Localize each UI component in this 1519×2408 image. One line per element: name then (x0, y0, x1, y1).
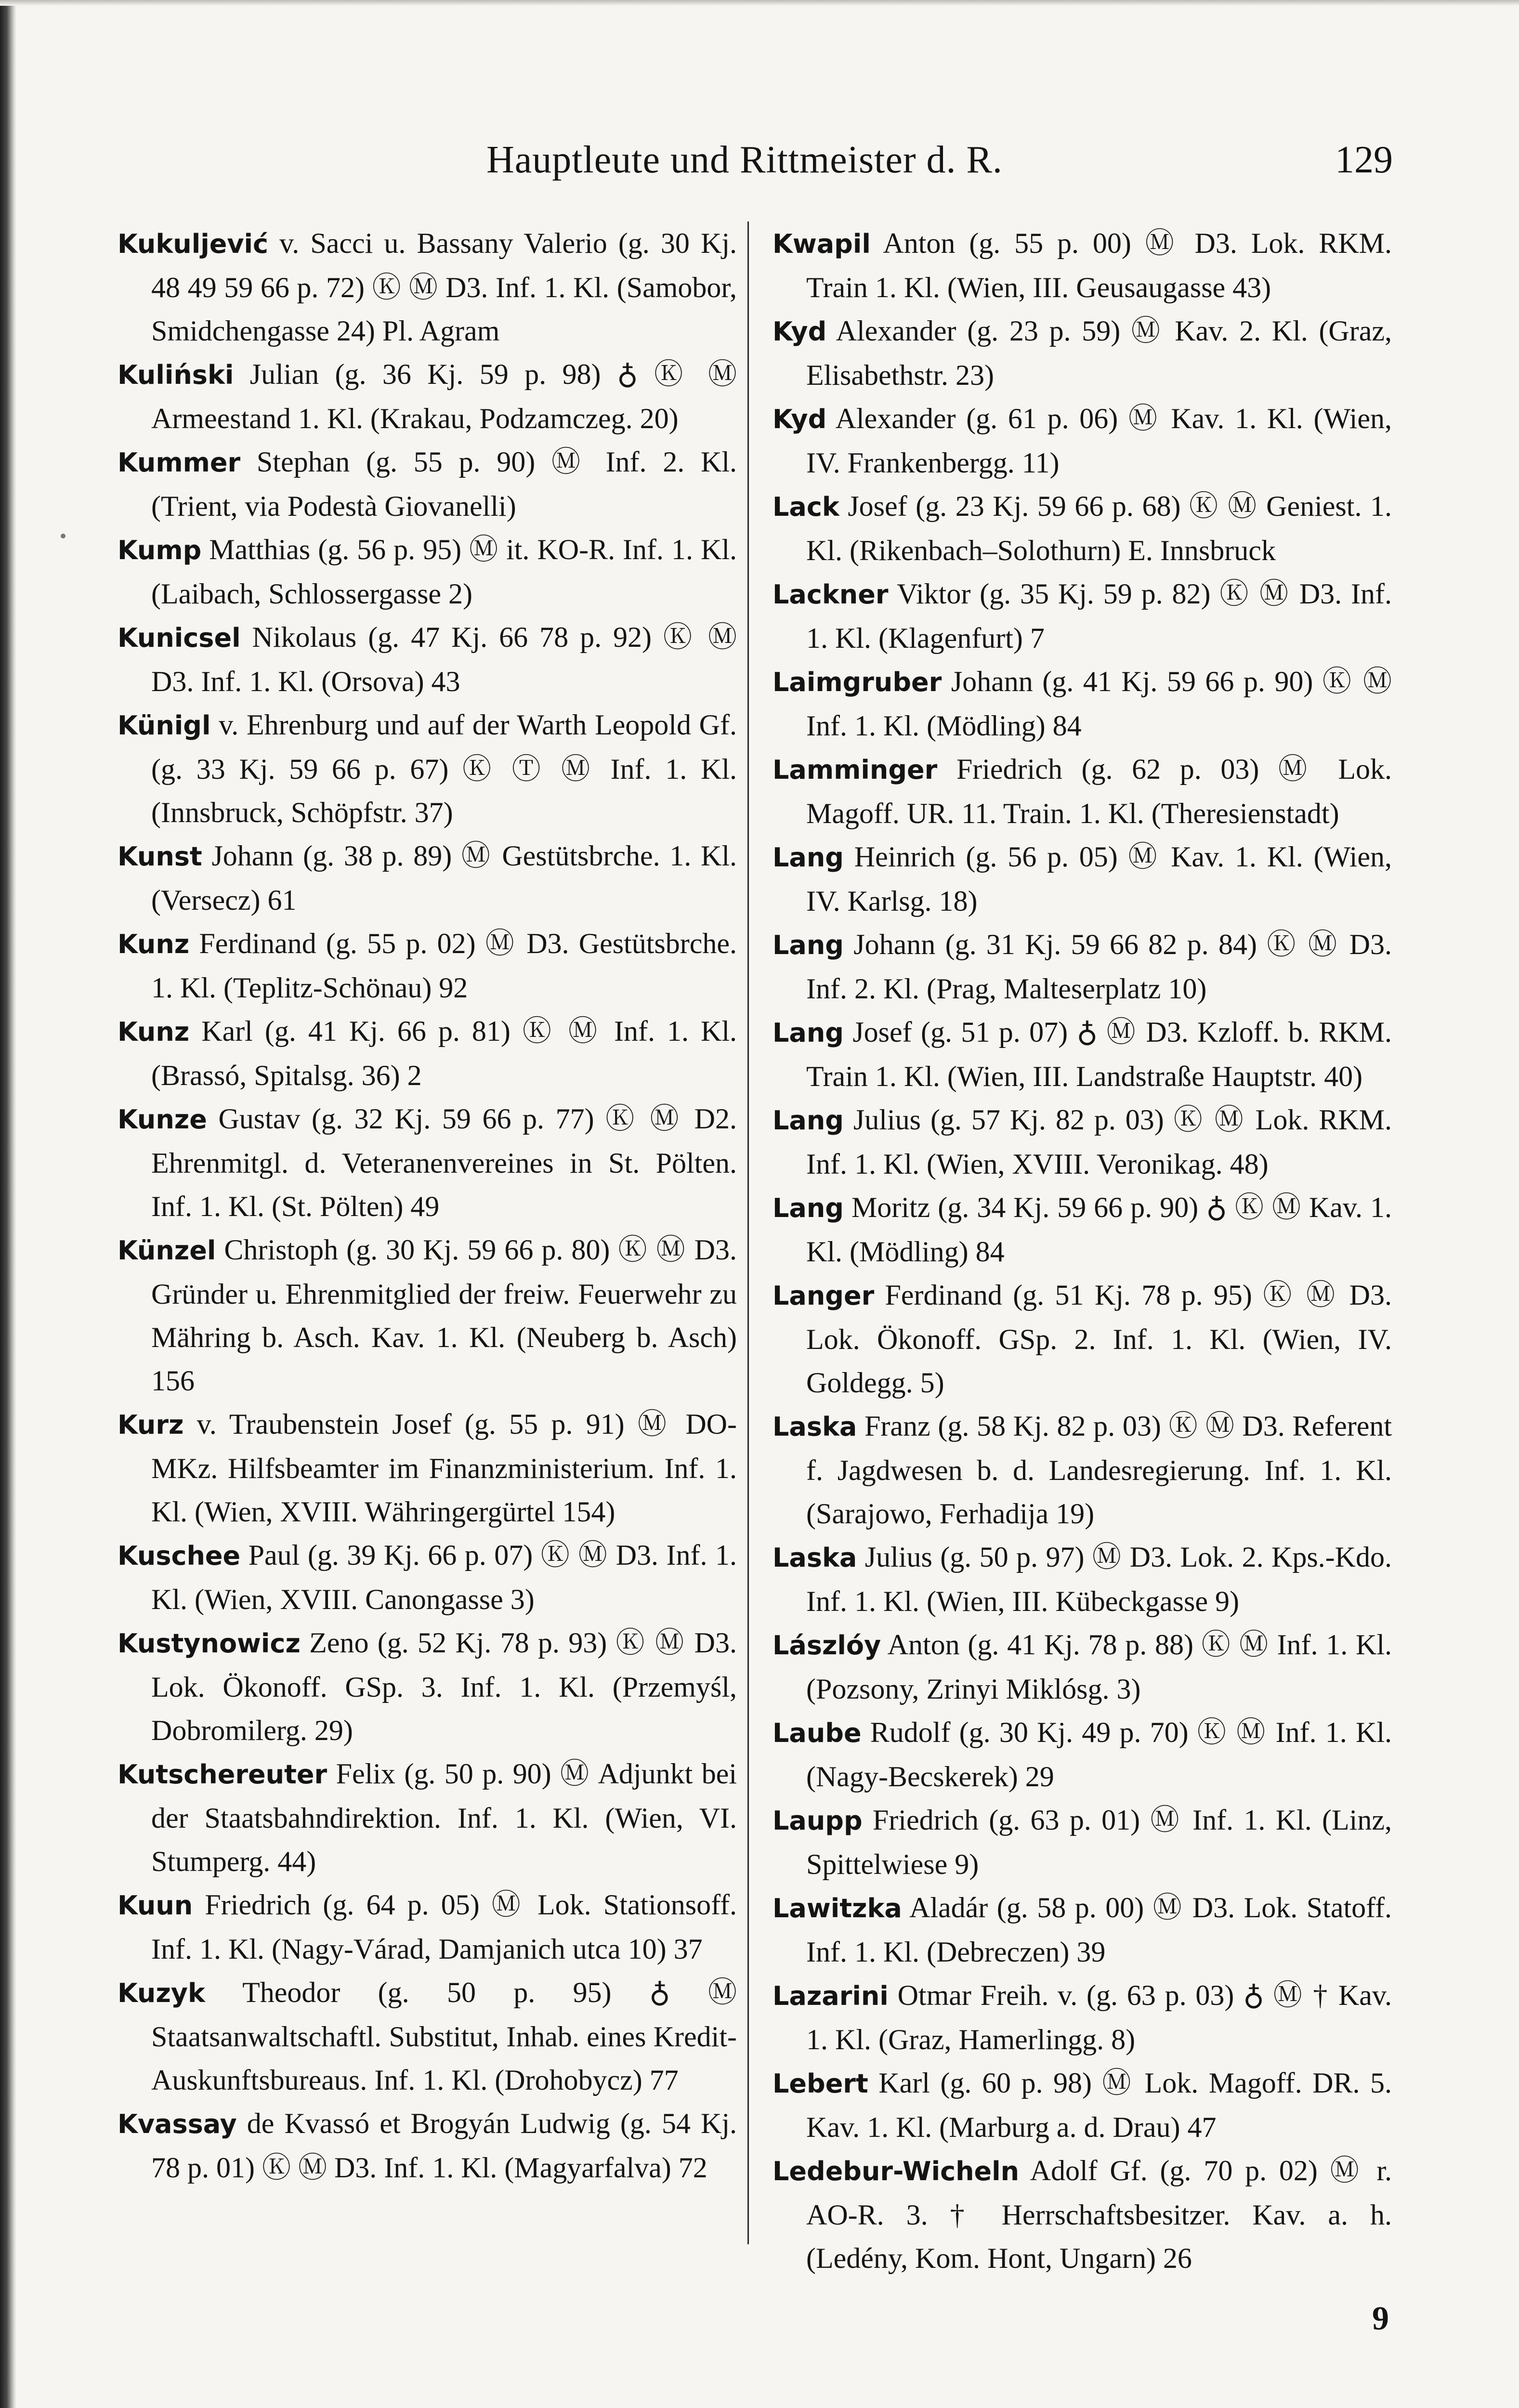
entry-details: Alexander (g. 23 p. 59) Ⓜ Kav. 2. Kl. (Graz, Elisabethstr. 23) (806, 315, 1392, 391)
entry-surname: Lang (773, 930, 844, 960)
entry-details: v. Ehrenburg und auf der Warth Leopold Gf. (g. 33 Kj. 59 66 p. 67) Ⓚ Ⓣ Ⓜ Inf. 1. Kl. (Innsbruck, Schöpfstr. 37) (151, 709, 737, 828)
scan-border-left (0, 0, 16, 2408)
register-entry (118, 1402, 737, 1533)
running-title: Hauptleute und Rittmeister d. R. (486, 139, 1003, 181)
entry-surname: Laska (773, 1543, 857, 1573)
entry-details: Johann (g. 31 Kj. 59 66 82 p. 84) Ⓚ Ⓜ D3. Inf. 2. Kl. (Prag, Malteserplatz 10) (806, 929, 1392, 1005)
entry-surname: Kuzyk (118, 1978, 205, 2008)
entry-details: Julius (g. 50 p. 97) Ⓜ D3. Lok. 2. Kps.-Kdo. Inf. 1. Kl. (Wien, III. Kübeckgasse 9) (806, 1541, 1392, 1617)
entry-surname: Lack (773, 492, 839, 522)
register-entry (118, 222, 737, 353)
entry-details: Friedrich (g. 63 p. 01) Ⓜ Inf. 1. Kl. (Linz, Spittelwiese 9) (806, 1804, 1392, 1880)
entry-surname: Kuliński (118, 360, 234, 390)
entry-details: Paul (g. 39 Kj. 66 p. 07) Ⓚ Ⓜ D3. Inf. 1. Kl. (Wien, XVIII. Canongasse 3) (151, 1539, 737, 1615)
entry-details: Ferdinand (g. 51 Kj. 78 p. 95) Ⓚ Ⓜ D3. Lok. Ökonoff. GSp. 2. Inf. 1. Kl. (Wien, IV. Goldegg. 5) (806, 1279, 1392, 1399)
entry-surname: Kunz (118, 929, 190, 959)
entry-surname: Kunze (118, 1104, 207, 1135)
register-entry (118, 1533, 737, 1621)
entry-surname: Kuun (118, 1890, 193, 1921)
register-entry (773, 660, 1392, 747)
register-entry (773, 1886, 1392, 1974)
entry-details: Otmar Freih. v. (g. 63 p. 03) ♁ Ⓜ † Kav. 1. Kl. (Graz, Hamerlingg. 8) (806, 1979, 1392, 2055)
register-entry (773, 1186, 1392, 1273)
register-entry (118, 1752, 737, 1883)
entry-surname: Künigl (118, 710, 211, 741)
register-entry (773, 1098, 1392, 1186)
entry-surname: Laupp (773, 1806, 863, 1836)
entry-surname: Lang (773, 1105, 844, 1136)
entry-surname: Kurz (118, 1410, 184, 1440)
entry-details: Julian (g. 36 Kj. 59 p. 98) ♁ Ⓚ Ⓜ Armeestand 1. Kl. (Krakau, Podzamczeg. 20) (151, 358, 737, 434)
register-entry (118, 2102, 737, 2189)
page-number: 129 (1335, 139, 1393, 181)
entry-surname: Kump (118, 535, 202, 565)
register-entry (118, 834, 737, 922)
entry-surname: Lang (773, 842, 844, 873)
entry-surname: Kvassay (118, 2109, 237, 2139)
entry-surname: Ledebur-Wicheln (773, 2156, 1020, 2186)
entry-details: Alexander (g. 61 p. 06) Ⓜ Kav. 1. Kl. (Wien, IV. Frankenbergg. 11) (806, 403, 1392, 479)
register-entry (773, 1974, 1392, 2061)
register-entry (773, 1535, 1392, 1623)
entry-details: Josef (g. 23 Kj. 59 66 p. 68) Ⓚ Ⓜ Geniest. 1. Kl. (Rikenbach–Solothurn) E. Innsbruck (806, 490, 1392, 566)
entry-surname: Lászlóy (773, 1630, 881, 1661)
entry-details: Zeno (g. 52 Kj. 78 p. 93) Ⓚ Ⓜ D3. Lok. Ökonoff. GSp. 3. Inf. 1. Kl. (Przemyśl, Dobromilerg. 29) (151, 1627, 737, 1746)
register-entry (118, 1097, 737, 1228)
register-entry (773, 2149, 1392, 2280)
entry-details: de Kvassó et Brogyán Ludwig (g. 54 Kj. 78 p. 01) Ⓚ Ⓜ D3. Inf. 1. Kl. (Magyarfalva) 72 (151, 2107, 737, 2184)
register-entry (118, 1971, 737, 2102)
register-entry (773, 923, 1392, 1010)
entry-details: Anton (g. 55 p. 00) Ⓜ D3. Lok. RKM. Train 1. Kl. (Wien, III. Geusaugasse 43) (806, 227, 1392, 303)
entry-details: Nikolaus (g. 47 Kj. 66 78 p. 92) Ⓚ Ⓜ D3. Inf. 1. Kl. (Orsova) 43 (151, 621, 737, 697)
register-entry (773, 484, 1392, 572)
register-entry (773, 397, 1392, 484)
register-entry (118, 615, 737, 703)
entry-surname: Lang (773, 1018, 844, 1048)
entry-details: Johann (g. 38 p. 89) Ⓜ Gestütsbrche. 1. Kl. (Versecz) 61 (151, 840, 737, 916)
entry-details: Gustav (g. 32 Kj. 59 66 p. 77) Ⓚ Ⓜ D2. Ehrenmitgl. d. Veteranenvereines in St. Pölten. Inf. 1. Kl. (St. Pölten) 49 (151, 1103, 737, 1222)
register-entry (773, 1798, 1392, 1886)
register-entry (773, 1711, 1392, 1798)
register-entry (773, 2061, 1392, 2149)
entry-surname: Lebert (773, 2068, 868, 2099)
register-entry (773, 309, 1392, 397)
register-entry (118, 1009, 737, 1097)
entry-surname: Kwapil (773, 229, 871, 259)
entry-surname: Künzel (118, 1235, 216, 1266)
register-entry (118, 1621, 737, 1752)
entry-surname: Kuschee (118, 1541, 241, 1571)
entry-details: Franz (g. 58 Kj. 82 p. 03) Ⓚ Ⓜ D3. Referent f. Jagdwesen b. d. Landesregierung. Inf. 1. Kl. (Sarajowo, Ferhadija 19) (806, 1410, 1392, 1530)
entry-details: Karl (g. 60 p. 98) Ⓜ Lok. Magoff. DR. 5. Kav. 1. Kl. (Marburg a. d. Drau) 47 (806, 2067, 1392, 2143)
entry-surname: Lazarini (773, 1981, 889, 2011)
scan-speck (61, 534, 65, 538)
entry-surname: Lawitzka (773, 1893, 902, 1924)
entry-details: Aladár (g. 58 p. 00) Ⓜ D3. Lok. Statoff. Inf. 1. Kl. (Debreczen) 39 (806, 1892, 1392, 1968)
entry-details: v. Sacci u. Bassany Valerio (g. 30 Kj. 48 49 59 66 p. 72) Ⓚ Ⓜ D3. Inf. 1. Kl. (Samobor, Smidchengasse 24) Pl. Agram (151, 227, 737, 347)
entry-surname: Kunz (118, 1017, 190, 1047)
register-entry (118, 1883, 737, 1971)
entry-details: Viktor (g. 35 Kj. 59 p. 82) Ⓚ Ⓜ D3. Inf. 1. Kl. (Klagenfurt) 7 (806, 578, 1392, 654)
entry-surname: Lamminger (773, 755, 938, 785)
left-column (118, 222, 749, 2244)
entry-surname: Kyd (773, 404, 827, 434)
register-entry (118, 1228, 737, 1402)
entry-surname: Kunicsel (118, 623, 241, 653)
signature-mark: 9 (1372, 2300, 1389, 2337)
entry-surname: Lang (773, 1193, 844, 1223)
entry-details: v. Traubenstein Josef (g. 55 p. 91) Ⓜ DO-MKz. Hilfsbeamter im Finanzministerium. Inf. 1. Kl. (Wien, XVIII. Währingergürtel 154) (151, 1408, 737, 1528)
entry-surname: Laube (773, 1718, 862, 1748)
entry-surname: Kunst (118, 841, 202, 872)
scan-border-top (0, 0, 1519, 6)
register-entry (773, 747, 1392, 835)
register-entry (773, 1623, 1392, 1711)
entry-details: Christoph (g. 30 Kj. 59 66 p. 80) Ⓚ Ⓜ D3. Gründer u. Ehrenmitglied der freiw. Feuerwehr zu Mähring b. Asch. Kav. 1. Kl. (Neuberg b. Asch) 156 (151, 1234, 737, 1397)
entry-surname: Langer (773, 1281, 875, 1311)
register-entry (118, 528, 737, 615)
entry-surname: Kyd (773, 316, 827, 347)
entry-details: Josef (g. 51 p. 07) ♁ Ⓜ D3. Kzloff. b. RKM. Train 1. Kl. (Wien, III. Landstraße Hauptstr. 40) (806, 1016, 1392, 1092)
register-entry (118, 353, 737, 440)
text-columns (118, 222, 1392, 2274)
register-entry (118, 922, 737, 1009)
entry-surname: Laska (773, 1412, 857, 1442)
entry-details: Rudolf (g. 30 Kj. 49 p. 70) Ⓚ Ⓜ Inf. 1. Kl. (Nagy-Becskerek) 29 (806, 1716, 1392, 1793)
entry-details: Friedrich (g. 64 p. 05) Ⓜ Lok. Stationsoff. Inf. 1. Kl. (Nagy-Várad, Damjanich utca 10) 37 (151, 1889, 737, 1965)
register-entry (773, 572, 1392, 660)
entry-details: Theodor (g. 50 p. 95) ♁ Ⓜ Staatsanwaltschaftl. Substitut, Inhab. eines Kredit-Auskunftsbureaus. Inf. 1. Kl. (Drohobycz) 77 (151, 1976, 737, 2096)
entry-details: Adolf Gf. (g. 70 p. 02) Ⓜ r. AO-R. 3. † Herrschaftsbesitzer. Kav. a. h. (Ledény, Kom. Hont, Ungarn) 26 (806, 2155, 1392, 2274)
register-entry (773, 222, 1392, 309)
entry-details: Johann (g. 41 Kj. 59 66 p. 90) Ⓚ Ⓜ Inf. 1. Kl. (Mödling) 84 (806, 666, 1392, 742)
entry-details: Anton (g. 41 Kj. 78 p. 88) Ⓚ Ⓜ Inf. 1. Kl. (Pozsony, Zrinyi Miklósg. 3) (806, 1629, 1392, 1705)
register-entry (773, 1010, 1392, 1098)
entry-details: Moritz (g. 34 Kj. 59 66 p. 90) ♁ Ⓚ Ⓜ Kav. 1. Kl. (Mödling) 84 (806, 1191, 1392, 1268)
entry-surname: Kummer (118, 447, 241, 478)
register-entry (773, 1273, 1392, 1404)
entry-details: Karl (g. 41 Kj. 66 p. 81) Ⓚ Ⓜ Inf. 1. Kl. (Brassó, Spitalsg. 36) 2 (151, 1015, 737, 1091)
entry-surname: Kutschereuter (118, 1759, 327, 1790)
register-entry (773, 1404, 1392, 1535)
entry-details: Heinrich (g. 56 p. 05) Ⓜ Kav. 1. Kl. (Wien, IV. Karlsg. 18) (806, 841, 1392, 917)
entry-surname: Kukuljević (118, 229, 269, 259)
entry-details: Stephan (g. 55 p. 90) Ⓜ Inf. 2. Kl. (Trient, via Podestà Giovanelli) (151, 446, 737, 522)
entry-details: Friedrich (g. 62 p. 03) Ⓜ Lok. Magoff. UR. 11. Train. 1. Kl. (Theresienstadt) (806, 753, 1392, 829)
entry-details: Felix (g. 50 p. 90) Ⓜ Adjunkt bei der Staatsbahndirektion. Inf. 1. Kl. (Wien, VI. Stumperg. 44) (151, 1758, 737, 1877)
entry-surname: Lackner (773, 579, 889, 610)
entry-surname: Laimgruber (773, 667, 942, 697)
entry-details: Julius (g. 57 Kj. 82 p. 03) Ⓚ Ⓜ Lok. RKM. Inf. 1. Kl. (Wien, XVIII. Veronikag. 48) (806, 1104, 1392, 1180)
entry-surname: Kustynowicz (118, 1628, 301, 1659)
entry-details: Matthias (g. 56 p. 95) Ⓜ it. KO-R. Inf. 1. Kl. (Laibach, Schlossergasse 2) (151, 534, 737, 610)
entry-details: Ferdinand (g. 55 p. 02) Ⓜ D3. Gestütsbrche. 1. Kl. (Teplitz-Schönau) 92 (151, 928, 737, 1004)
register-entry (118, 703, 737, 834)
right-column (773, 222, 1392, 2274)
register-entry (773, 835, 1392, 923)
register-entry (118, 440, 737, 528)
